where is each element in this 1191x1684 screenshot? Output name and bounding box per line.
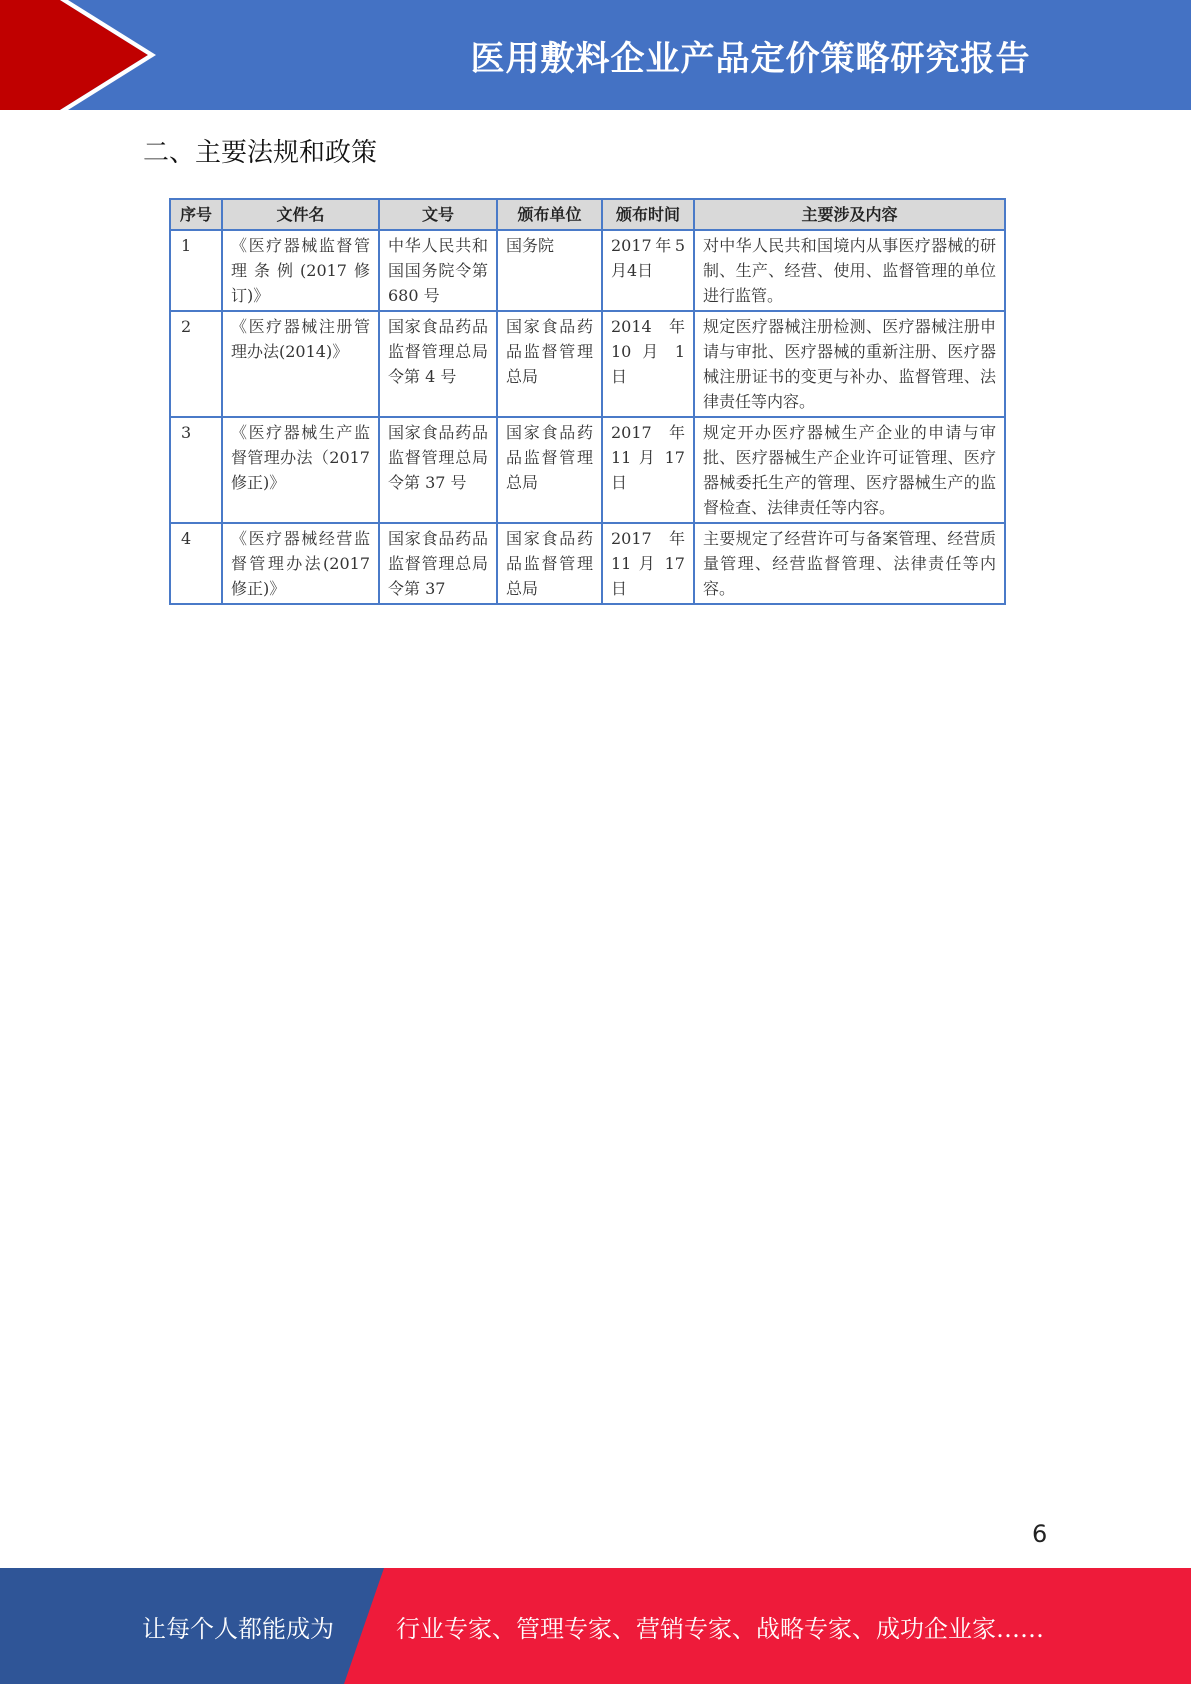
col-header-issuer: 颁布单位 xyxy=(497,199,602,230)
table-row xyxy=(170,230,1005,311)
cell-date: 2017 年 11 月 17 日 xyxy=(602,523,694,604)
cell-number: 国家食品药品监督管理总局令第 37 xyxy=(379,523,497,604)
report-title: 医用敷料企业产品定价策略研究报告 xyxy=(470,38,1031,79)
cell-document: 《医疗器械生产监督管理办法（2017 修正)》 xyxy=(222,417,379,523)
col-header-date: 颁布时间 xyxy=(602,199,694,230)
page-footer xyxy=(0,1568,1191,1684)
footer-slogan-right: 行业专家、管理专家、营销专家、战略专家、成功企业家…… xyxy=(396,1614,1044,1643)
regulations-table-container xyxy=(169,198,1004,605)
cell-content: 规定开办医疗器械生产企业的申请与审批、医疗器械生产企业许可证管理、医疗器械委托生产的管理、医疗器械生产的监督检查、法律责任等内容。 xyxy=(694,417,1005,523)
col-header-document: 文件名 xyxy=(222,199,379,230)
cell-index: 3 xyxy=(170,417,222,523)
cell-index: 2 xyxy=(170,311,222,417)
cell-content: 规定医疗器械注册检测、医疗器械注册申请与审批、医疗器械的重新注册、医疗器械注册证书的变更与补办、监督管理、法律责任等内容。 xyxy=(694,311,1005,417)
cell-date: 2017年5月4日 xyxy=(602,230,694,311)
page-number: 6 xyxy=(1032,1520,1048,1548)
table-header-row xyxy=(170,199,1005,230)
table-row xyxy=(170,417,1005,523)
cell-document: 《医疗器械监督管理条例(2017修订)》 xyxy=(222,230,379,311)
cell-content: 对中华人民共和国境内从事医疗器械的研制、生产、经营、使用、监督管理的单位进行监管。 xyxy=(694,230,1005,311)
cell-date: 2017 年 11 月 17 日 xyxy=(602,417,694,523)
cell-content: 主要规定了经营许可与备案管理、经营质量管理、经营监督管理、法律责任等内容。 xyxy=(694,523,1005,604)
section-heading: 二、主要法规和政策 xyxy=(143,138,378,168)
cell-number: 国家食品药品监督管理总局令第 4 号 xyxy=(379,311,497,417)
cell-issuer: 国家食品药品监督管理总局 xyxy=(497,311,602,417)
col-header-number: 文号 xyxy=(379,199,497,230)
col-header-index: 序号 xyxy=(170,199,222,230)
regulations-table xyxy=(169,198,1006,605)
cell-issuer: 国务院 xyxy=(497,230,602,311)
cell-number: 中华人民共和国国务院令第 680 号 xyxy=(379,230,497,311)
chevron-arrow-icon xyxy=(0,0,160,110)
cell-index: 1 xyxy=(170,230,222,311)
table-row xyxy=(170,311,1005,417)
col-header-content: 主要涉及内容 xyxy=(694,199,1005,230)
cell-document: 《医疗器械经营监督管理办法(2017 修正)》 xyxy=(222,523,379,604)
table-row xyxy=(170,523,1005,604)
footer-slogan-left: 让每个人都能成为 xyxy=(142,1614,334,1643)
cell-number: 国家食品药品监督管理总局令第 37 号 xyxy=(379,417,497,523)
cell-issuer: 国家食品药品监督管理总局 xyxy=(497,417,602,523)
page-header xyxy=(0,0,1191,110)
cell-index: 4 xyxy=(170,523,222,604)
cell-document: 《医疗器械注册管理办法(2014)》 xyxy=(222,311,379,417)
cell-issuer: 国家食品药品监督管理总局 xyxy=(497,523,602,604)
cell-date: 2014 年 10 月 1 日 xyxy=(602,311,694,417)
